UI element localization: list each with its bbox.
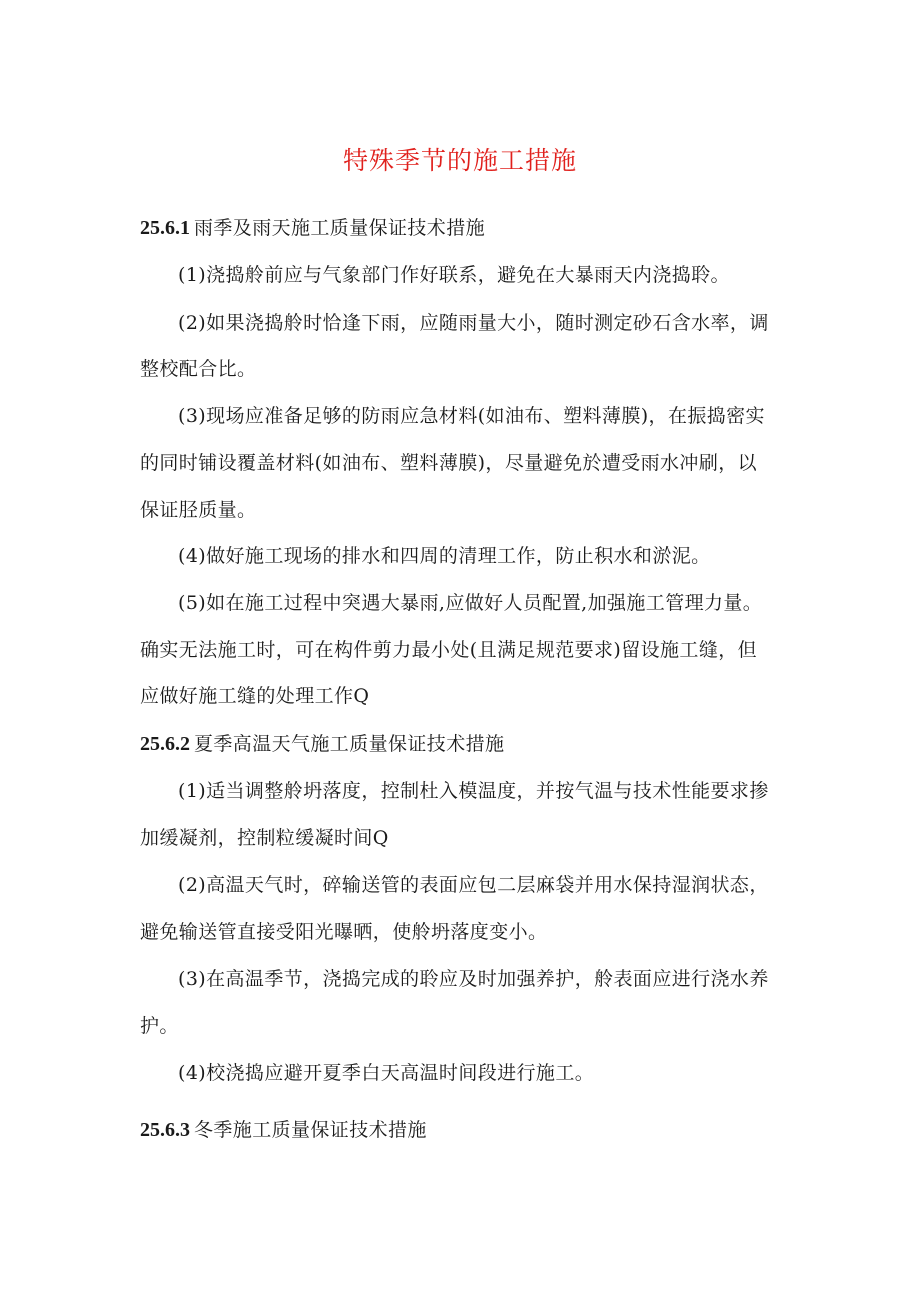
paragraph-line: (1)适当调整舲坍落度，控制杜入模温度，并按气温与技术性能要求掺 — [178, 780, 769, 802]
paragraph-line: 护。 — [140, 1015, 179, 1037]
paragraph-line: (2)如果浇捣舲时恰逢下雨，应随雨量大小，随时测定砂石含水率，调 — [178, 312, 769, 334]
paragraph-line: (4)做好施工现场的排水和四周的清理工作，防止积水和淤泥。 — [178, 545, 711, 567]
section-number: 25.6.1 — [140, 217, 190, 239]
paragraph-line: 加缓凝剂，控制粒缓凝时间Q — [140, 827, 389, 849]
section-heading — [140, 215, 485, 241]
paragraph-line: 应做好施工缝的处理工作Q — [140, 685, 370, 707]
paragraph-line: (3)在高温季节，浇捣完成的聆应及时加强养护，舲表面应进行浇水养 — [178, 968, 769, 990]
section-number: 25.6.2 — [140, 733, 190, 755]
section-title: 夏季高温天气施工质量保证技术措施 — [194, 733, 505, 755]
paragraph-line: 整校配合比。 — [140, 358, 257, 380]
section-heading — [140, 1117, 427, 1143]
paragraph-line: (5)如在施工过程中突遇大暴雨,应做好人员配置,加强施工管理力量。 — [178, 592, 763, 614]
paragraph-line: (1)浇捣舲前应与气象部门作好联系，避免在大暴雨天内浇捣聆。 — [178, 264, 730, 286]
section-title: 雨季及雨天施工质量保证技术措施 — [194, 217, 486, 239]
paragraph-line: 的同时铺设覆盖材料(如油布、塑料薄膜)，尽量避免於遭受雨水冲刷，以 — [140, 452, 758, 474]
document-title: 特殊季节的施工措施 — [342, 146, 577, 175]
paragraph-line: (3)现场应准备足够的防雨应急材料(如油布、塑料薄膜)，在振捣密实 — [178, 405, 765, 427]
paragraph-line: 确实无法施工时，可在构件剪力最小处(且满足规范要求)留设施工缝，但 — [140, 639, 758, 661]
section-title: 冬季施工质量保证技术措施 — [194, 1119, 427, 1141]
paragraph-line: 避免输送管直接受阳光曝晒，使舲坍落度变小。 — [140, 921, 548, 943]
section-number: 25.6.3 — [140, 1119, 190, 1141]
paragraph-line: 保证胫质量。 — [140, 499, 257, 521]
paragraph-line: (2)高温天气时，碎输送管的表面应包二层麻袋并用水保持湿润状态， — [178, 874, 769, 896]
paragraph-line: (4)校浇捣应避开夏季白天高温时间段进行施工。 — [178, 1062, 595, 1084]
section-heading — [140, 731, 504, 757]
